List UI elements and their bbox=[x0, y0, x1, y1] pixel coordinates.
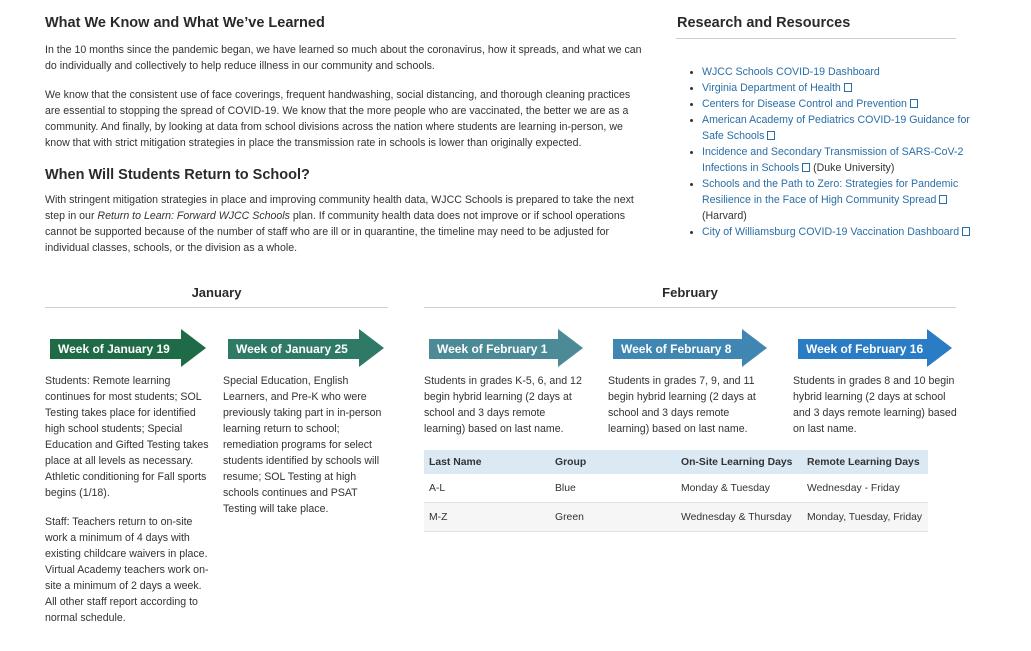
month-february: February bbox=[662, 285, 718, 300]
column-header: On-Site Learning Days bbox=[676, 450, 802, 474]
resource-item bbox=[702, 176, 972, 224]
resource-link-wjcc-dashboard[interactable]: WJCC Schools COVID-19 Dashboard bbox=[702, 66, 880, 78]
week-feb16-text: Students in grades 8 and 10 begin hybrid learning (2 days at school and 3 days remote learning) based on last name. bbox=[793, 375, 957, 435]
week-jan19-staff: Staff: Teachers return to on-site work a minimum of 4 days with existing childcare waivers in place. Virtual Academy teachers work on-site a minimum of 2 days a week. All other staff report according to normal schedule. bbox=[45, 516, 209, 624]
table-row bbox=[424, 503, 928, 532]
week-arrow-feb8 bbox=[613, 329, 767, 367]
table-header-row bbox=[424, 450, 928, 474]
resource-item bbox=[702, 80, 972, 96]
table-cell: M-Z bbox=[424, 503, 550, 532]
heading-resources: Research and Resources bbox=[677, 15, 851, 31]
resource-link-duke[interactable]: Incidence and Secondary Transmission of SARS-CoV-2 Infections in Schools bbox=[702, 146, 964, 174]
resource-item bbox=[702, 64, 972, 80]
column-header: Remote Learning Days bbox=[802, 450, 928, 474]
week-feb1-text: Students in grades K-5, 6, and 12 begin hybrid learning (2 days at school and 3 days remote learning) based on last name. bbox=[424, 375, 582, 435]
resource-link-vdh[interactable]: Virginia Department of Health bbox=[702, 82, 852, 94]
arrow-head bbox=[927, 329, 952, 367]
resource-item bbox=[702, 224, 972, 240]
table-cell: A-L bbox=[424, 474, 550, 503]
week-arrow-jan19 bbox=[50, 329, 206, 367]
heading-what-we-know: What We Know and What We’ve Learned bbox=[45, 15, 325, 31]
resource-source: (Harvard) bbox=[702, 210, 747, 222]
external-link-icon bbox=[939, 195, 947, 204]
resource-item bbox=[702, 96, 972, 112]
week-jan19-students: Students: Remote learning continues for most students; SOL Testing takes place for identified high school students; Special Education and Gifted Testing takes place at all levels as necessary. Athletic conditioning for Fall sports begins (1/18). bbox=[45, 375, 209, 499]
resources-list bbox=[688, 64, 972, 240]
week-label: Week of February 1 bbox=[437, 342, 548, 356]
table-cell: Blue bbox=[550, 474, 676, 503]
external-link-icon bbox=[802, 163, 810, 172]
week-arrow-feb1 bbox=[429, 329, 583, 367]
table-cell: Wednesday & Thursday bbox=[676, 503, 802, 532]
column-header: Group bbox=[550, 450, 676, 474]
week-feb8-text: Students in grades 7, 9, and 11 begin hybrid learning (2 days at school and 3 days remote learning) based on last name. bbox=[608, 375, 756, 435]
external-link-icon bbox=[962, 227, 970, 236]
week-label: Week of January 19 bbox=[58, 342, 170, 356]
hybrid-schedule-table bbox=[424, 450, 928, 532]
resource-item bbox=[702, 144, 972, 176]
week-arrow-jan25 bbox=[228, 329, 384, 367]
table-cell: Monday & Tuesday bbox=[676, 474, 802, 503]
week-jan25-text: Special Education, English Learners, and Pre-K who were previously taking part in in-person learning return to school; remediation programs for select students identified by schools will resume; SOL Testing at high schools continues and PSAT Testing will take place. bbox=[223, 375, 382, 515]
table-cell: Green bbox=[550, 503, 676, 532]
month-divider bbox=[45, 307, 388, 308]
arrow-head bbox=[558, 329, 583, 367]
month-january: January bbox=[191, 285, 242, 300]
arrow-head bbox=[181, 329, 206, 367]
external-link-icon bbox=[767, 131, 775, 140]
heading-return-to-school: When Will Students Return to School? bbox=[45, 167, 310, 183]
paragraph-return-end: plan. If community health data does not improve or if school operations cannot be supported because of the number of staff who are ill or in quarantine, the timeline may need to be adjusted for individual classes, schools, or the division as a whole. bbox=[45, 210, 626, 254]
external-link-icon bbox=[844, 83, 852, 92]
week-label: Week of January 25 bbox=[236, 342, 348, 356]
table-row bbox=[424, 474, 928, 503]
paragraph-known-2: We know that the consistent use of face coverings, frequent handwashing, social distancing, and thorough cleaning practices are essential to stopping the spread of COVID-19. We know that the more people who are vaccinated, the better we are as a community. And finally, by looking at data from school divisions across the nation where students are learning in-person, we know that with strict mitigation strategies in place the transmission rate in schools is lower than originally expected. bbox=[45, 89, 631, 149]
resource-source: (Duke University) bbox=[810, 162, 895, 174]
paragraph-return-start: With stringent mitigation strategies in place and improving community health data, WJCC Schools is prepared to take the next step in our bbox=[45, 194, 634, 222]
resource-link-aap[interactable]: American Academy of Pediatrics COVID-19 Guidance for Safe Schools bbox=[702, 114, 970, 142]
paragraph-known-1: In the 10 months since the pandemic began, we have learned so much about the coronavirus, how it spreads, and what we can do individually and collectively to help reduce illness in our community and schools. bbox=[45, 44, 642, 72]
resource-link-harvard[interactable]: Schools and the Path to Zero: Strategies for Pandemic Resilience in the Face of High Community Spread bbox=[702, 178, 959, 206]
resource-link-cdc[interactable]: Centers for Disease Control and Prevention bbox=[702, 98, 918, 110]
week-label: Week of February 16 bbox=[806, 342, 924, 356]
external-link-icon bbox=[910, 99, 918, 108]
week-arrow-feb16 bbox=[798, 329, 952, 367]
resources-divider bbox=[676, 38, 956, 39]
arrow-head bbox=[359, 329, 384, 367]
table-cell: Wednesday - Friday bbox=[802, 474, 928, 503]
resource-link-williamsburg[interactable]: City of Williamsburg COVID-19 Vaccination Dashboard bbox=[702, 226, 970, 238]
resource-item bbox=[702, 112, 972, 144]
arrow-head bbox=[742, 329, 767, 367]
week-label: Week of February 8 bbox=[621, 342, 732, 356]
plan-name: Return to Learn: Forward WJCC Schools bbox=[97, 210, 290, 222]
table-cell: Monday, Tuesday, Friday bbox=[802, 503, 928, 532]
month-divider bbox=[424, 307, 956, 308]
paragraph-return bbox=[45, 192, 645, 256]
column-header: Last Name bbox=[424, 450, 550, 474]
